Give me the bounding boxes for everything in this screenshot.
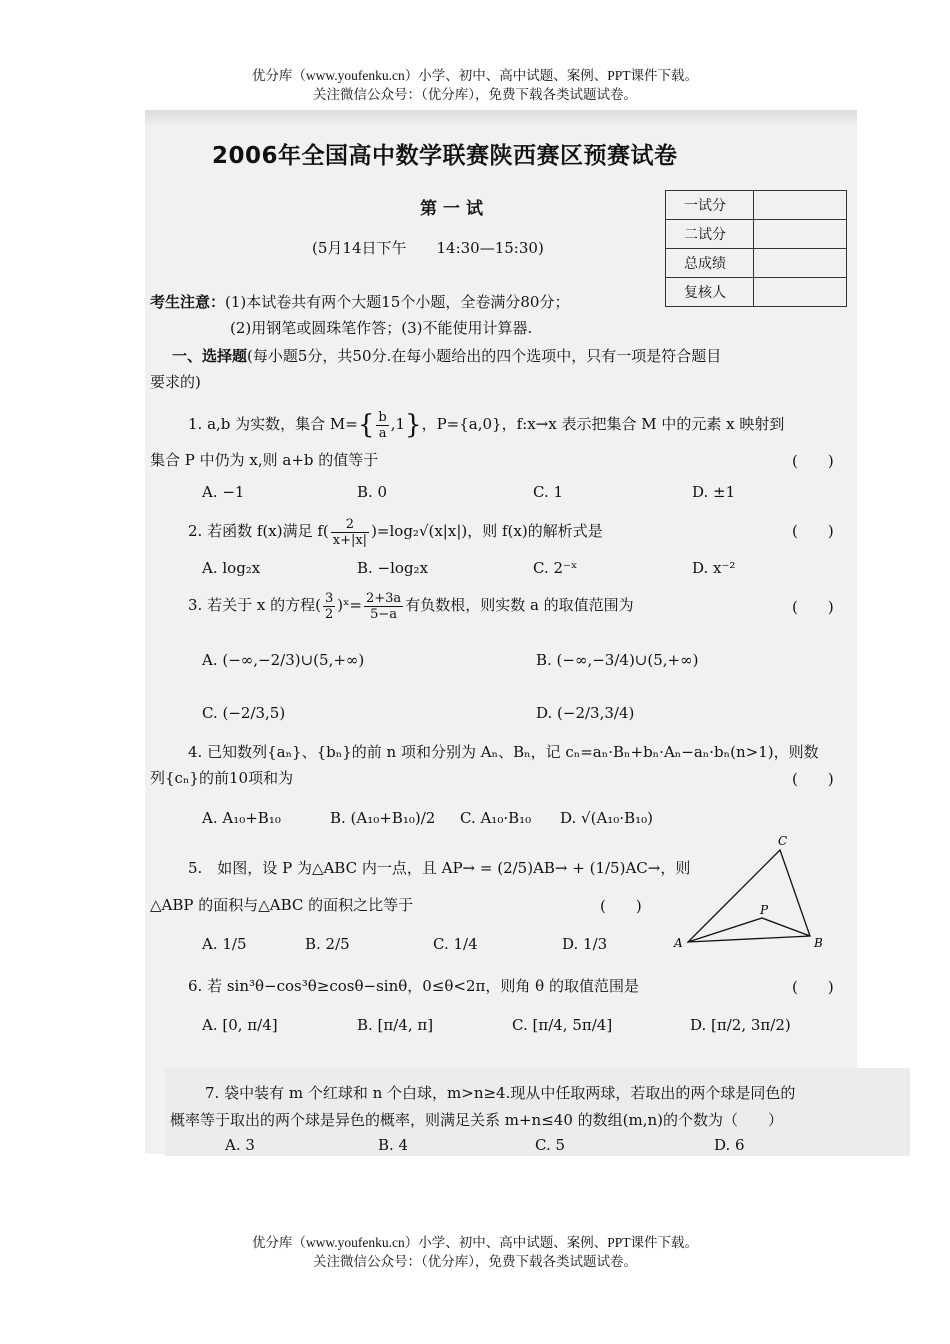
section-heading-line1 [172,346,721,366]
q5-line2: △ABP 的面积与△ABC 的面积之比等于 [150,896,414,914]
q7-option-a[interactable]: A. 3 [225,1136,255,1154]
q5-option-a[interactable]: A. 1/5 [202,935,247,953]
q3-answer-paren[interactable]: ( ) [792,598,834,616]
q5-option-c[interactable]: C. 1/4 [433,935,478,953]
point-label-p: P [760,903,769,917]
section-heading: 一、选择题 [172,347,248,365]
q4-line2: 列{cₙ}的前10项和为 [150,769,294,787]
q3-text-a: 3. 若关于 x 的方程( [188,596,321,614]
q1-text-c: ，P={a,0}，f:x→x 表示把集合 M 中的元素 x 映射到 [421,415,785,433]
q1-option-a[interactable]: A. −1 [202,483,245,501]
notice-2: (2)用钢笔或圆珠笔作答；(3)不能使用计算器. [230,319,533,337]
q1-line1: 1. a,b 为实数，集合 M={ $\frac{b}{a}$ ,1}，P={a,0}，f:x→x 表示把集合 M 中的元素 x 映射到 [188,409,785,441]
q3-line1 [188,588,634,622]
q4-option-c[interactable]: C. A₁₀·B₁₀ [460,809,532,827]
q2-option-a[interactable]: A. log₂x [202,559,261,577]
triangle-abc [688,850,810,942]
site-footer-line2: 关注微信公众号：（优分库），免费下载各类试题试卷。 [313,1254,637,1269]
section-desc-2: 要求的) [150,373,201,391]
q4-option-b[interactable]: B. (A₁₀+B₁₀)/2 [330,809,436,827]
q1-option-b[interactable]: B. 0 [357,483,388,501]
q7-option-d[interactable]: D. 6 [714,1136,745,1154]
q5-option-d[interactable]: D. 1/3 [562,935,608,953]
notice-1 [150,292,569,312]
q3-text-c: 有负数根，则实数 a 的取值范围为 [405,596,634,614]
q5-triangle-figure [670,830,850,960]
q7-line1: 7. 袋中装有 m 个红球和 n 个白球，m>n≥4.现从中任取两球，若取出的两个球是同色的 [205,1084,796,1102]
q6-option-a[interactable]: A. [0, π/4] [202,1016,278,1034]
q3-fraction-2: $\frac{2+3a}{5-a}$ [366,590,402,622]
section-desc: (每小题5分，共50分.在每小题给出的四个选项中，只有一项是符合题目 [247,347,722,365]
q2-fraction: $\frac{2}{x+|x|}$ [332,516,368,548]
exam-title: 2006年全国高中数学联赛陕西赛区预赛试卷 [212,143,678,169]
q3-option-d[interactable]: D. (−2/3,3/4) [536,704,635,722]
q6-option-b[interactable]: B. [π/4, π] [357,1016,434,1034]
q7-line2: 概率等于取出的两个球是异色的概率，则满足关系 m+n≤40 的数组(m,n)的个数为（ ） [170,1111,784,1129]
q5-line1: 5. 如图，设 P 为△ABC 内一点，且 AP→ = (2/5)AB→ + (1/5)AC→，则 [188,859,691,877]
q6-option-d[interactable]: D. [π/2, 3π/2) [690,1016,791,1034]
q1-text-a: 1. a,b 为实数，集合 M= [188,415,358,433]
score-label: 总成绩 [666,249,754,278]
q1-line2: 集合 P 中仍为 x,则 a+b 的值等于 [150,451,379,469]
vertex-label-c: C [778,834,788,848]
q1-text-b: ,1 [390,415,406,433]
q3-fraction-1: $\frac{3}{2}$ [324,590,334,622]
score-label: 一试分 [666,191,754,220]
vertex-label-b: B [814,936,823,950]
q2-option-c[interactable]: C. 2⁻ˣ [533,559,578,577]
site-header-line1: 优分库（www.youfenku.cn）小学、初中、高中试题、案例、PPT课件下载。 [251,68,699,83]
q1-option-c[interactable]: C. 1 [533,483,564,501]
q5-answer-paren[interactable]: ( ) [600,897,642,915]
q6-line1: 6. 若 sin³θ−cos³θ≥cosθ−sinθ，0≤θ<2π，则角 θ 的取值范围是 [188,977,639,995]
q1-answer-paren[interactable]: ( ) [792,452,834,470]
q7-option-b[interactable]: B. 4 [378,1136,409,1154]
q6-answer-paren[interactable]: ( ) [792,978,834,996]
q3-option-c[interactable]: C. (−2/3,5) [202,704,286,722]
q2-text-b: )=log₂√(x|x|)，则 f(x)的解析式是 [371,522,603,540]
q4-option-a[interactable]: A. A₁₀+B₁₀ [202,809,281,827]
notice-text-1: (1)本试卷共有两个大题15个小题，全卷满分80分； [225,293,570,311]
q4-line1: 4. 已知数列{aₙ}、{bₙ}的前 n 项和分别为 Aₙ、Bₙ，记 cₙ=aₙ·Bₙ+bₙ·Aₙ−aₙ·bₙ(n>1)，则数 [188,743,819,761]
q3-text-b: )ˣ= [337,596,362,614]
score-label: 复核人 [666,278,754,307]
vertex-label-a: A [674,936,683,950]
q2-option-b[interactable]: B. −log₂x [357,559,429,577]
notice-label: 考生注意： [150,293,226,311]
q2-line1 [188,514,603,548]
site-header-line2: 关注微信公众号：（优分库），免费下载各类试题试卷。 [313,87,637,102]
q2-answer-paren[interactable]: ( ) [792,522,834,540]
site-footer-line1: 优分库（www.youfenku.cn）小学、初中、高中试题、案例、PPT课件下载。 [251,1235,699,1250]
q5-option-b[interactable]: B. 2/5 [305,935,350,953]
q7-option-c[interactable]: C. 5 [535,1136,566,1154]
q3-option-a[interactable]: A. (−∞,−2/3)∪(5,+∞) [202,651,365,669]
q1-fraction: $\frac{b}{a}$ [378,409,387,441]
score-table [665,190,847,307]
q3-option-b[interactable]: B. (−∞,−3/4)∪(5,+∞) [536,651,699,669]
q6-option-c[interactable]: C. [π/4, 5π/4] [512,1016,613,1034]
score-label: 二试分 [666,220,754,249]
q2-option-d[interactable]: D. x⁻² [692,559,736,577]
exam-time: (5月14日下午 14:30—15:30) [312,239,544,257]
q1-option-d[interactable]: D. ±1 [692,483,736,501]
exam-subtitle: 第一试 [420,199,489,219]
q4-answer-paren[interactable]: ( ) [792,770,834,788]
q2-text-a: 2. 若函数 f(x)满足 f( [188,522,329,540]
q4-option-d[interactable]: D. √(A₁₀·B₁₀) [560,809,653,827]
